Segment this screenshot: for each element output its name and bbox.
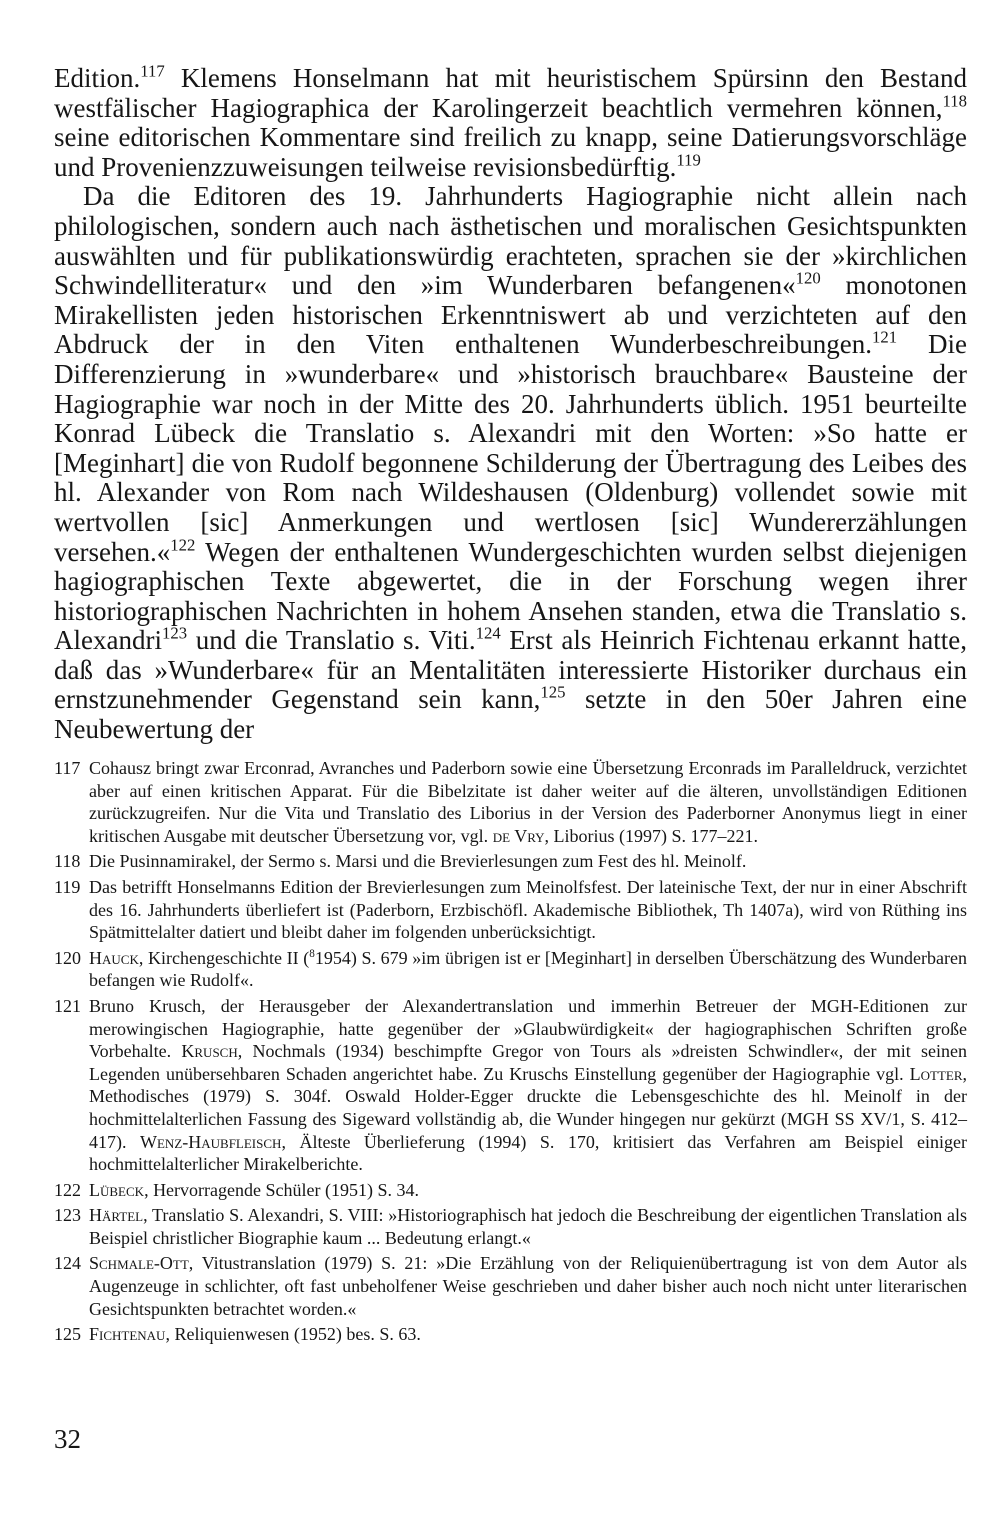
text-run: , Reliquienwesen (1952) bes. S. 63. <box>165 1324 421 1345</box>
footnote-reference: 118 <box>942 91 967 111</box>
text-run: Die Pusinnamirakel, der Sermo s. Marsi und die Brevierlesungen zum Fest des hl. Meinolf. <box>89 851 747 872</box>
paragraph-1 <box>54 61 967 182</box>
text-run: monotonen Mirakellisten jeden historischen Erkenntniswert ab und verzichteten auf den Abdruck der in den Viten enthaltenen Wunderbeschreibungen. <box>54 270 967 360</box>
footnote-number: 118 <box>54 851 81 872</box>
text-run: Cohausz bringt zwar Erconrad, Avranches und Paderborn sowie eine Übersetzung Erconrads im Paralleldruck, verzichtet aber auf einen kritischen Apparat. Für die Bibelzitate ist daher weiter auf die älteren, unvollständigen Editionen zurückzugreifen. Nur die Vita und Translatio des Liborius in der Version des Paderborner Anonymus liegt in einer kritischen Ausgabe mit deutscher Übersetzung vor, vgl. <box>89 758 967 846</box>
footnote-reference: 122 <box>170 535 196 555</box>
footnote-number: 123 <box>54 1205 81 1226</box>
footnote-reference: 119 <box>676 150 701 170</box>
author-name: Fichtenau <box>89 1324 166 1345</box>
author-name: de Vry <box>492 825 545 846</box>
footnote-reference: 117 <box>140 61 165 81</box>
footnote <box>54 1252 967 1320</box>
text-run: , Kirchengeschichte II ( <box>138 947 310 968</box>
footnote <box>54 850 967 873</box>
footnote <box>54 995 967 1176</box>
text-run: , Translatio S. Alexandri, S. VIII: »Historiographisch hat jedoch die Beschreibung der eigentlichen Translation als Beispiel christlicher Biographie kaum ... Bedeutung erlangt.« <box>89 1205 967 1248</box>
footnote <box>54 1204 967 1249</box>
text-run: seine editorischen Kommentare sind freilich zu knapp, seine Datierungsvorschläge und Provenienzzuweisungen teilweise revisionsbedürftig. <box>54 122 967 182</box>
footnote-reference: 120 <box>795 268 821 288</box>
paragraph-2 <box>54 182 967 744</box>
author-name: Schmale-Ott <box>89 1253 189 1274</box>
footnote-text <box>89 851 746 871</box>
text-run: Das betrifft Honselmanns Edition der Brevierlesungen zum Meinolfsfest. Der lateinische Text, der nur in einer Abschrift des 16. Jahrhunderts überliefert ist (Paderborn, Erzbischöfl. Akademische Bibliothek, Th 1407a), wird von Rüthing ins Spätmittelalter datiert und bleibt daher im folgenden unberücksichtigt. <box>89 876 967 943</box>
footnote <box>54 1323 967 1346</box>
footnote-text <box>89 948 967 991</box>
text-run: , Älteste Überlieferung (1994) S. 170, kritisiert das Verfahren am Beispiel einiger hochmittelalterlicher Mirakelberichte. <box>89 1131 967 1175</box>
text-run: setzte in den 50er Jahren eine Neubewertung der <box>54 684 967 745</box>
author-name: Krusch <box>181 1041 238 1062</box>
footnote-number: 122 <box>54 1179 81 1200</box>
footnote-text <box>89 877 967 942</box>
footnote-text <box>89 1324 421 1344</box>
footnote-reference: 8 <box>309 947 315 960</box>
footnote <box>54 947 967 992</box>
author-name: Hauck <box>89 947 139 968</box>
text-run: Die Differenzierung in »wunderbare« und »historisch brauchbare« Bausteine der Hagiographie war noch in der Mitte des 20. Jahrhunderts üblich. 1951 beurteilte Konrad Lübeck die Translatio s. Alexandri mit den Worten: »So hatte er [Meginhart] die von Rudolf begonnene Schilderung der Übertragung des Leibes des hl. Alexander von Rom nach Wildeshausen (Oldenburg) vollendet sowie mit wertvollen [sic] Anmerkungen und wertlosen [sic] Wundererzählungen versehen.« <box>54 329 968 567</box>
footnote-text <box>89 1180 419 1200</box>
footnote-number: 117 <box>54 758 81 778</box>
text-run: , Hervorragende Schüler (1951) S. 34. <box>144 1179 419 1200</box>
main-text <box>54 61 968 745</box>
text-run: und die Translatio s. Viti. <box>187 625 476 656</box>
footnote-reference: 121 <box>872 327 898 347</box>
footnote <box>54 876 967 944</box>
footnote-number: 121 <box>54 995 81 1016</box>
footnote-text <box>89 758 967 846</box>
text-run: Da die Editoren des 19. Jahrhunderts Hagiographie nicht allein nach philologischen, sondern auch nach ästhetischen und moralischen Gesichtspunkten auswählten und für publikationswürdig erachteten, sprachen sie der »kirchlichen Schwindelliteratur« und den »im Wunderbaren befangenen« <box>54 181 967 301</box>
footnote-reference: 123 <box>161 623 188 643</box>
footnotes <box>54 757 967 1349</box>
text-run: 1954) S. 679 »im übrigen ist er [Meginhart] in derselben Überschätzung des Wunderbaren befangen wie Rudolf«. <box>89 947 967 991</box>
text-run: , Liborius (1997) S. 177–221. <box>544 825 759 846</box>
author-name: Lotter <box>909 1063 963 1084</box>
text-run: , Nochmals (1934) beschimpfte Gregor von Tours als »dreisten Schwindler«, der mit seinen Legenden unübersehbaren Schaden angerichtet habe. Zu Kruschs Einstellung gegenüber der Hagiographie vgl. <box>89 1041 967 1084</box>
footnote-number: 120 <box>54 947 81 968</box>
author-name: Wenz-Haubfleisch <box>140 1131 282 1152</box>
footnote-number: 124 <box>54 1253 81 1274</box>
text-run: Bruno Krusch, der Herausgeber der Alexandertranslation und immerhin Betreuer der MGH-Editionen zur merowingischen Hagiographie, hatte gegenüber der »Glaubwürdigkeit« der hagiographischen Schriften große Vorbehalte. <box>89 995 967 1062</box>
text-run: , Vitustranslation (1979) S. 21: »Die Erzählung von der Reliquienübertragung ist von dem Autor als Augenzeuge in schlichter, oft fast unbeholfener Weise geschrieben und daher bisher auch noch nicht unter literarischen Gesichtspunkten betrachtet worden.« <box>89 1253 967 1319</box>
footnote-text <box>89 1253 967 1318</box>
text-run: Wegen der enthaltenen Wundergeschichten wurden selbst diejenigen hagiographischen Texte abgewertet, die in der Forschung wegen ihrer historiographischen Nachrichten in hohem Ansehen standen, etwa die Translatio s. Alexandri <box>54 536 967 656</box>
footnote-number: 125 <box>54 1324 81 1345</box>
page-number: 32 <box>54 1424 81 1454</box>
author-name: Lübeck <box>89 1179 145 1200</box>
footnote-number: 119 <box>54 876 81 897</box>
footnote-text <box>89 996 967 1174</box>
text-run: , Methodisches (1979) S. 304f. Oswald Holder-Egger druckte die Lebensgeschichte des hl. Meinolf in der hochmittelalterlichen Fassung des Sigeward vollständig ab, die Wunder hingegen nur gekürzt (MGH SS XV/1, S. 412–417). <box>89 1063 967 1152</box>
text-run: Erst als Heinrich Fichtenau erkannt hatte, daß das »Wunderbare« für an Mentalitäten interessierte Historiker durchaus ein ernstzunehmender Gegenstand sein kann, <box>54 625 967 715</box>
text-run: Klemens Honselmann hat mit heuristischem Spürsinn den Bestand westfälischer Hagiographica der Karolingerzeit beachtlich vermehren können, <box>54 63 967 123</box>
footnote-reference: 125 <box>540 683 566 703</box>
footnote-text <box>89 1205 967 1248</box>
footnote <box>54 757 967 847</box>
text-run: Edition. <box>54 63 141 93</box>
author-name: Härtel <box>89 1205 144 1226</box>
footnote <box>54 1179 967 1202</box>
footnote-reference: 124 <box>475 623 501 643</box>
